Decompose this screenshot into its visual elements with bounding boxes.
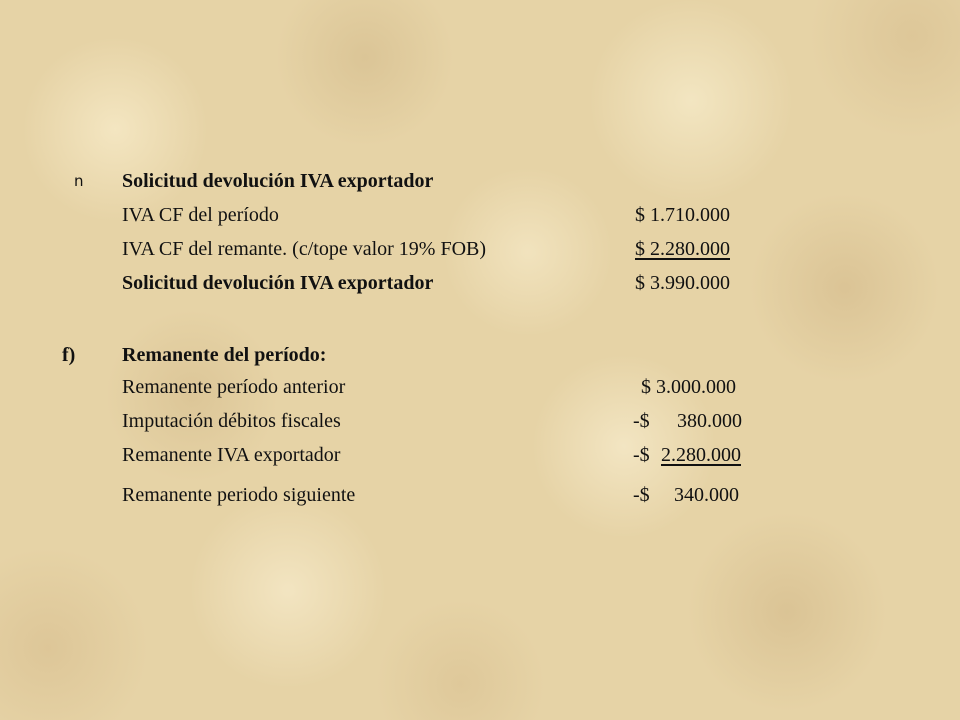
row-value: $ 2.280.000	[635, 238, 730, 260]
table-row	[0, 268, 960, 298]
square-bullet-icon: n	[74, 172, 84, 190]
table-row	[0, 200, 960, 230]
row-value-prefix: -$	[633, 484, 650, 506]
list-marker: f)	[62, 344, 76, 366]
table-row	[0, 234, 960, 264]
section2-heading-line	[0, 340, 960, 370]
row-value-prefix: -$	[633, 410, 650, 432]
section1-title: Solicitud devolución IVA exportador	[122, 170, 434, 192]
row-label: Remanente periodo siguiente	[122, 484, 356, 506]
row-value-prefix: -$	[633, 444, 650, 466]
row-label: Imputación débitos fiscales	[122, 410, 341, 432]
row-value: 340.000	[674, 484, 739, 506]
table-row	[0, 406, 960, 436]
table-row	[0, 440, 960, 470]
row-label: IVA CF del remante. (c/tope valor 19% FOB)	[122, 238, 487, 260]
row-label: Remanente período anterior	[122, 376, 346, 398]
row-value: $ 1.710.000	[635, 204, 730, 226]
section2-title: Remanente del período:	[122, 344, 327, 366]
row-value: $ 3.000.000	[641, 376, 736, 398]
row-value: 2.280.000	[661, 444, 741, 466]
row-label: Remanente IVA exportador	[122, 444, 341, 466]
table-row	[0, 372, 960, 402]
row-label: IVA CF del período	[122, 204, 279, 226]
section1-heading-line	[0, 166, 960, 196]
row-value: 380.000	[677, 410, 742, 432]
row-label: Solicitud devolución IVA exportador	[122, 272, 434, 294]
table-row	[0, 480, 960, 510]
row-value: $ 3.990.000	[635, 272, 730, 294]
